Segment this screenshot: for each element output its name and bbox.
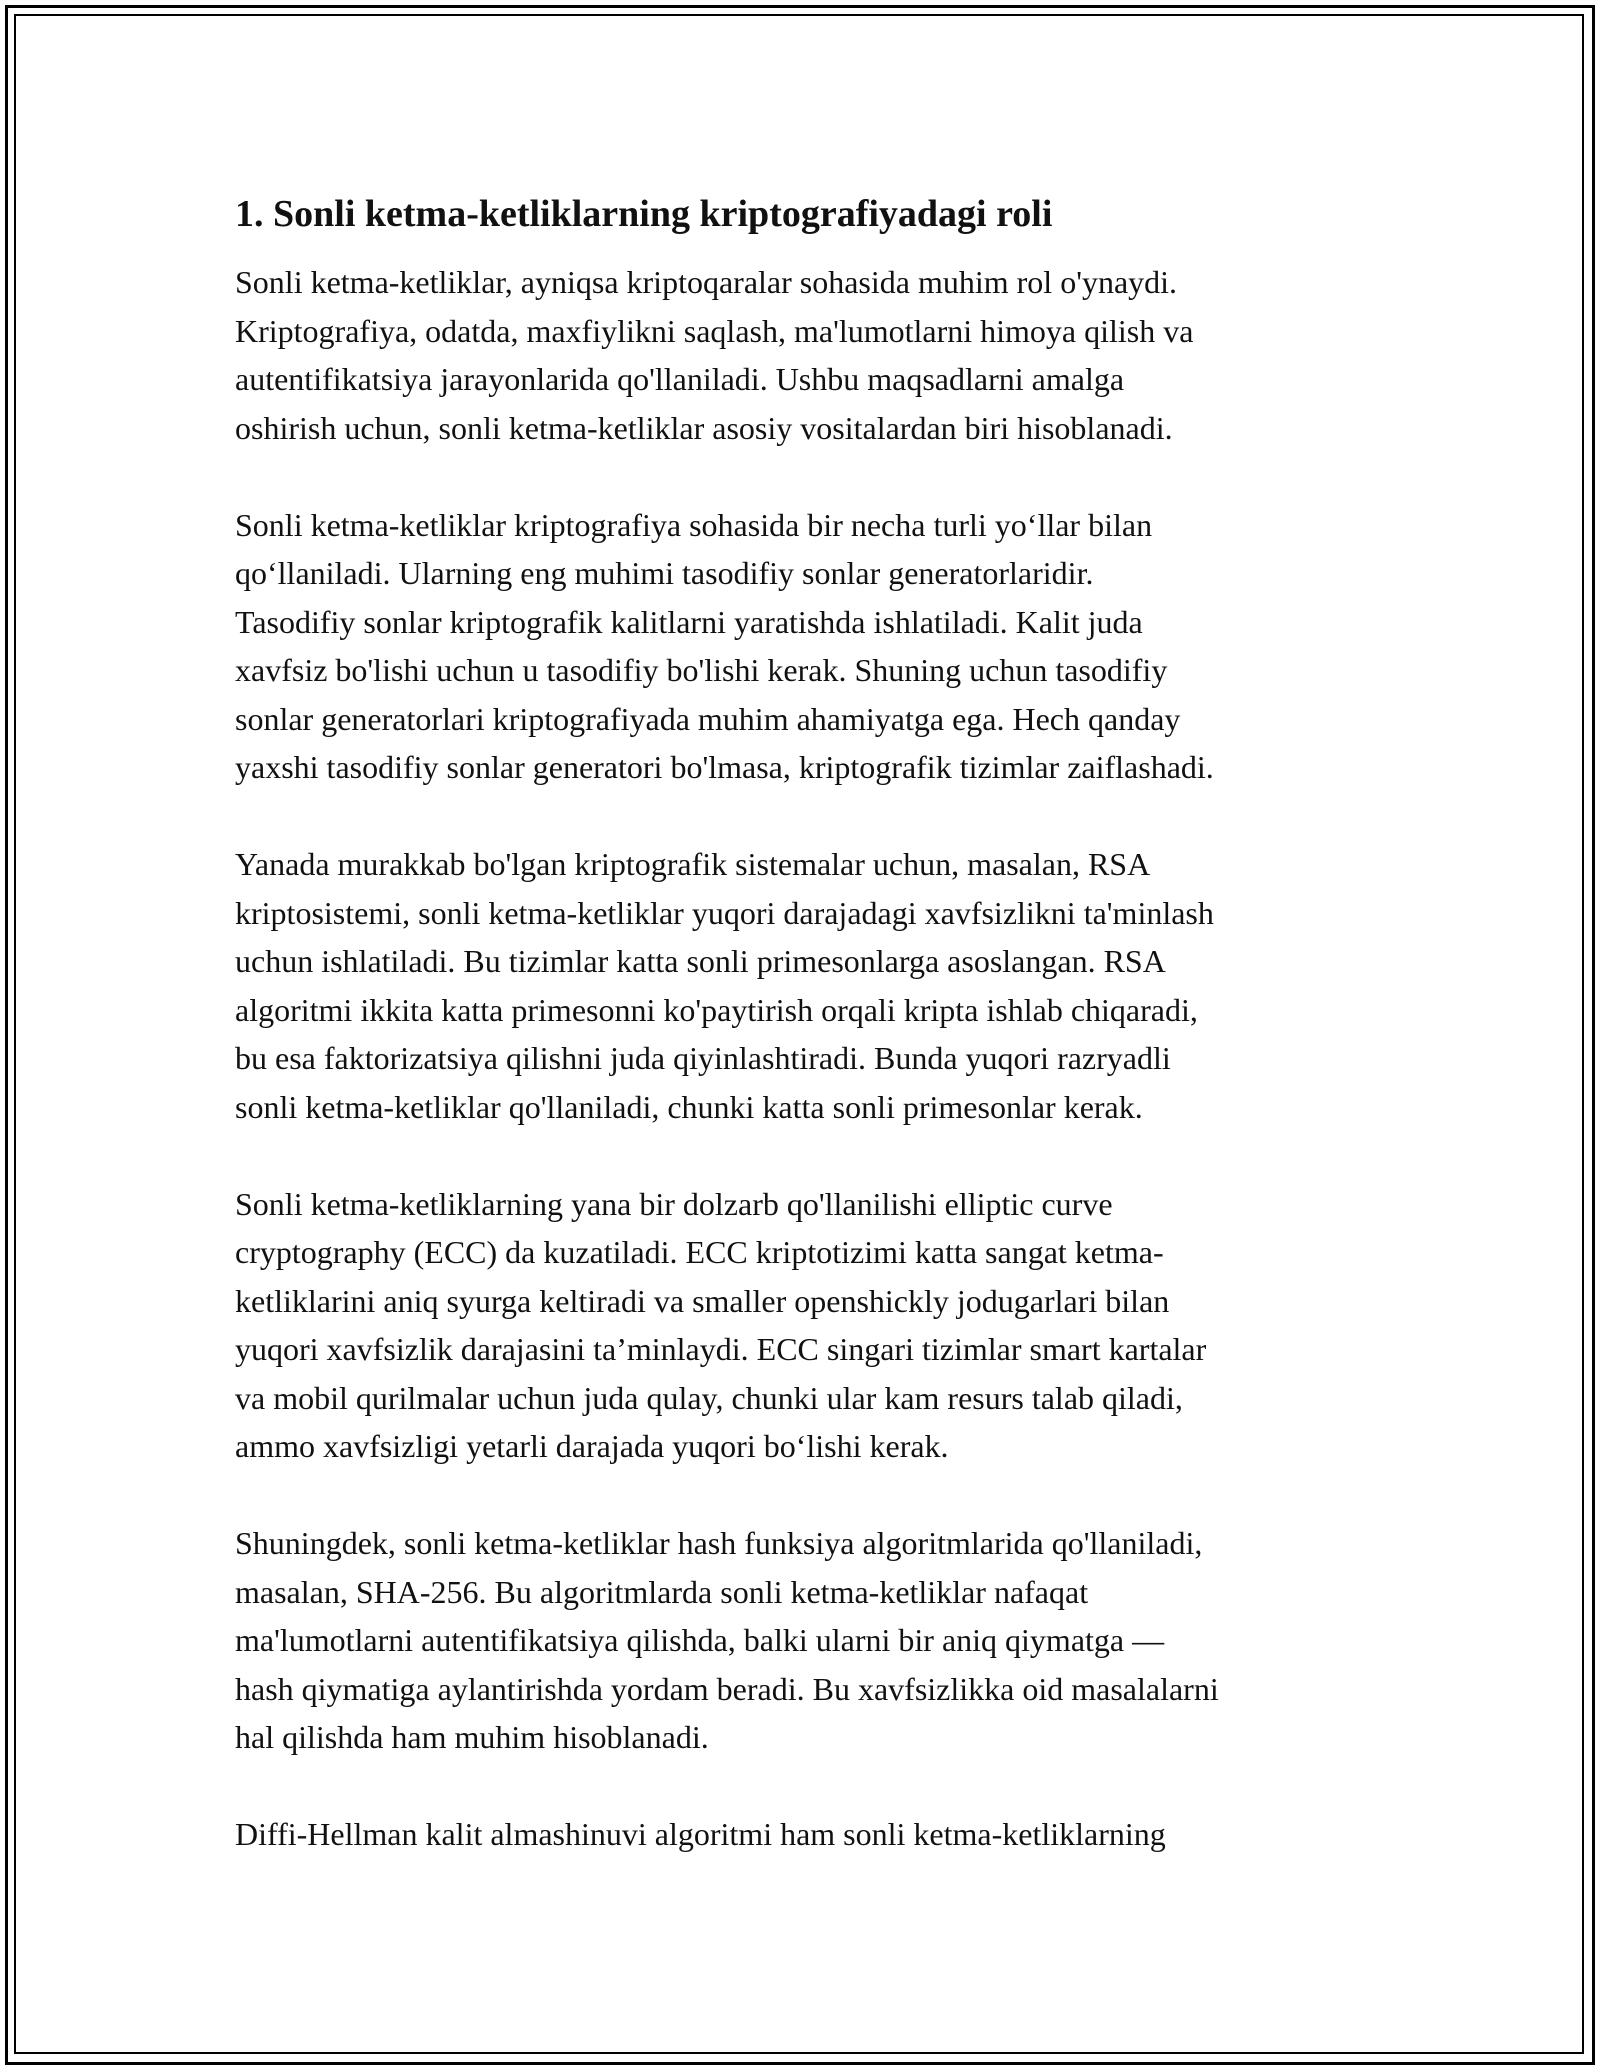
paragraph-5: Shuningdek, sonli ketma-ketliklar hash funksiya algoritmlarida qo'llaniladi, masalan, SHA-256. Bu algoritmlarda sonli ketma-ketliklar nafaqat ma'lumotlarni autentifikatsiya qilishda, balki ularni bir aniq qiymatga — hash qiymatiga aylantirishda yordam beradi. Bu xavfsizlikka oid masalalarni hal qilishda ham muhim hisoblanadi. bbox=[235, 1525, 1219, 1755]
paragraph-6: Diffi-Hellman kalit almashinuvi algoritmi ham sonli ketma-ketliklarning bbox=[235, 1816, 1166, 1852]
paragraph-3: Yanada murakkab bo'lgan kriptografik sistemalar uchun, masalan, RSA kriptosistemi, sonli ketma-ketliklar yuqori darajadagi xavfsizlikni ta'minlash uchun ishlatiladi. Bu tizimlar katta sonli primesonlarga asoslangan. RSA algoritmi ikkita katta primesonni ko'paytirish orqali kripta ishlab chiqaradi, bu esa faktorizatsiya qilishni juda qiyinlashtiradi. Bunda yuqori razryadli sonli ketma-ketliklar qo'llaniladi, chunki katta sonli primesonlar kerak. bbox=[235, 846, 1214, 1125]
paragraph-1: Sonli ketma-ketliklar, ayniqsa kriptoqaralar sohasida muhim rol o'ynaydi. Kriptografiya, odatda, maxfiylikni saqlash, ma'lumotlarni himoya qilish va autentifikatsiya jarayonlarida qo'llaniladi. Ushbu maqsadlarni amalga oshirish uchun, sonli ketma-ketliklar asosiy vositalardan biri hisoblanadi. bbox=[235, 264, 1194, 446]
document-body bbox=[235, 188, 1365, 1907]
paragraph-2: Sonli ketma-ketliklar kriptografiya sohasida bir necha turli yo‘llar bilan qo‘llaniladi. Ularning eng muhimi tasodifiy sonlar generatorlaridir. Tasodifiy sonlar kriptografik kalitlarni yaratishda ishlatiladi. Kalit juda xavfsiz bo'lishi uchun u tasodifiy bo'lishi kerak. Shuning uchun tasodifiy sonlar generatorlari kriptografiyada muhim ahamiyatga ega. Hech qanday yaxshi tasodifiy sonlar generatori bo'lmasa, kriptografik tizimlar zaiflashadi. bbox=[235, 506, 1214, 785]
section-title: 1. Sonli ketma-ketliklarning kriptografiyadagi roli bbox=[235, 193, 1053, 235]
paragraph-4: Sonli ketma-ketliklarning yana bir dolzarb qo'llanilishi elliptic curve cryptography (ECC) da kuzatiladi. ECC kriptotizimi katta sangat ketma- ketliklarini aniq syurga keltiradi va smaller openshickly jodugarlari bilan yuqori xavfsizlik darajasini ta’minlaydi. ECC singari tizimlar smart kartalar va mobil qurilmalar uchun juda qulay, chunki ular kam resurs talab qiladi, ammo xavfsizligi yetarli darajada yuqori bo‘lishi kerak. bbox=[235, 1185, 1207, 1464]
